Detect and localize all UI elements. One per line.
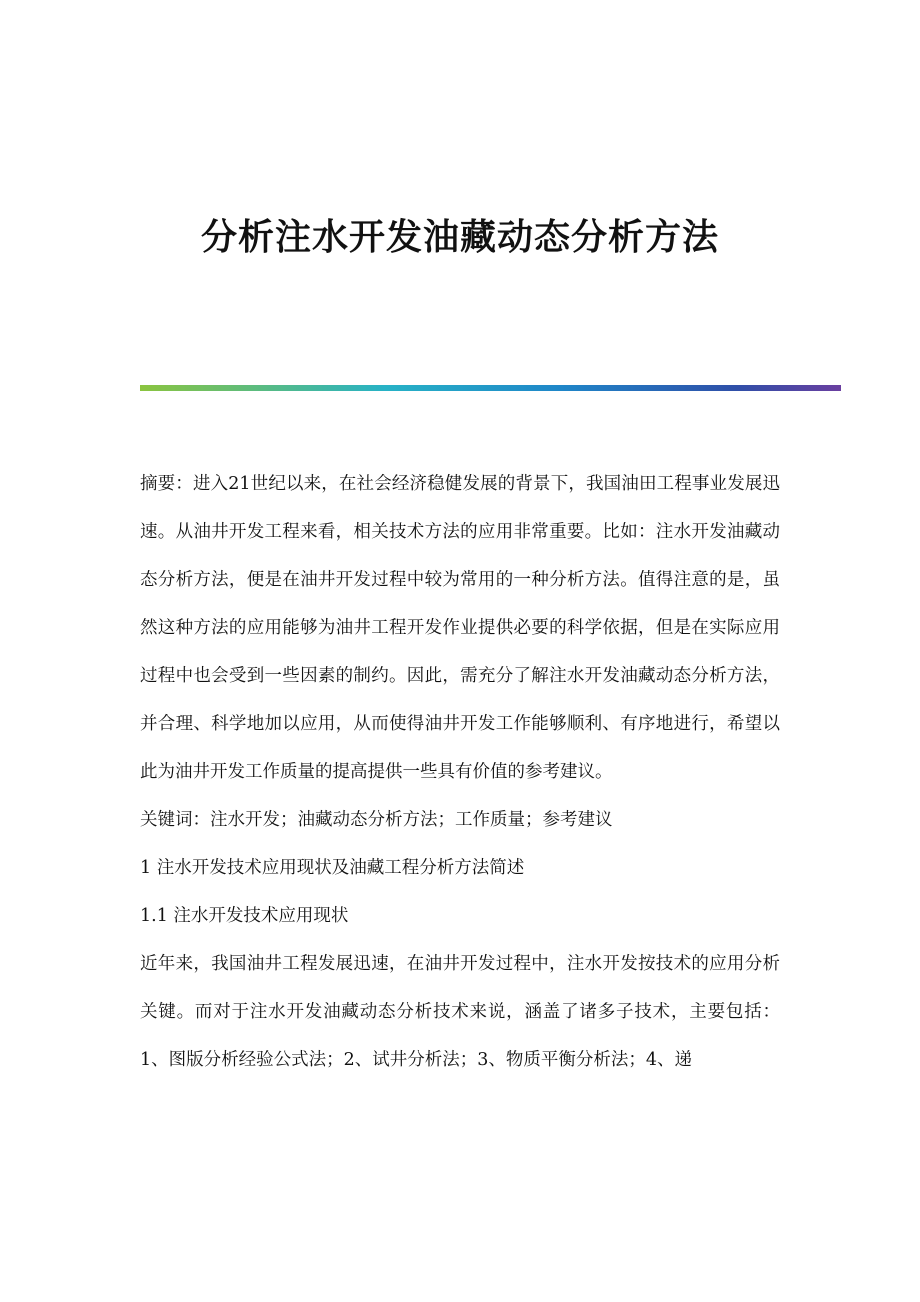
gradient-divider — [140, 385, 841, 391]
body-paragraph: 近年来，我国油井工程发展迅速，在油井开发过程中，注水开发按技术的应用分析关键。而对于注水开发油藏动态分析技术来说，涵盖了诸多子技术，主要包括：1、图版分析经验公式法；2、试井分析法；3、物质平衡分析法；4、递 — [140, 954, 780, 1070]
document-title: 分析注水开发油藏动态分析方法 — [200, 216, 719, 258]
subsection-heading: 1.1 注水开发技术应用现状 — [140, 906, 349, 926]
document-body — [140, 460, 780, 1084]
section-heading: 1 注水开发技术应用现状及油藏工程分析方法简述 — [140, 858, 525, 878]
abstract-paragraph: 摘要：进入21世纪以来，在社会经济稳健发展的背景下，我国油田工程事业发展迅速。从油井开发工程来看，相关技术方法的应用非常重要。比如：注水开发油藏动态分析方法，便是在油井开发过程中较为常用的一种分析方法。值得注意的是，虽然这种方法的应用能够为油井工程开发作业提供必要的科学依据，但是在实际应用过程中也会受到一些因素的制约。因此，需充分了解注水开发油藏动态分析方法，并合理、科学地加以应用，从而使得油井开发工作能够顺利、有序地进行，希望以此为油井开发工作质量的提高提供一些具有价值的参考建议。 — [140, 474, 780, 782]
keywords-paragraph: 关键词：注水开发；油藏动态分析方法；工作质量；参考建议 — [140, 810, 613, 830]
